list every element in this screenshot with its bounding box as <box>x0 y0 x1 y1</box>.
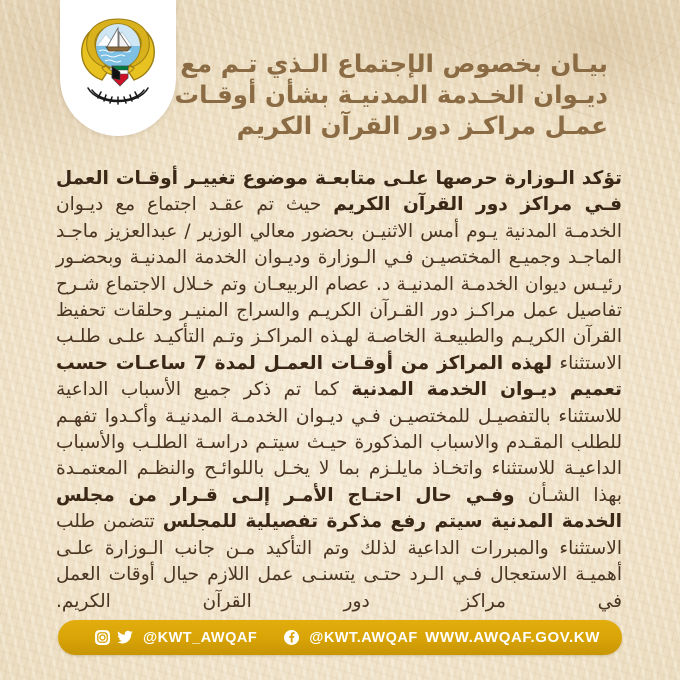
statement-body <box>56 166 622 615</box>
facebook-handle[interactable]: @KWT.AWQAF <box>309 629 418 646</box>
statement-segment-4: وفـي حال احتـاج الأمـر إلـى قـرار من مجلس الخدمة المدنية سيتم رفع مذكرة تفصيلية للمجلس <box>56 484 622 533</box>
instagram-icon[interactable] <box>94 629 111 646</box>
statement-segment-0: تؤكد الـوزارة حرصها علـى متابعـة موضوع تغييـر أوقـات العمل فـي مراكز دور القرآن الكريم <box>56 168 622 216</box>
website-url[interactable]: WWW.AWQAF.GOV.KW <box>425 629 600 646</box>
instagram-twitter-handle[interactable]: @KWT_AWQAF <box>143 629 258 646</box>
social-group-facebook[interactable] <box>283 629 418 646</box>
kuwait-state-emblem-icon <box>76 6 160 110</box>
title-line-3: عمـل مراكـز دور القرآن الكريم <box>236 111 608 140</box>
footer-contact-bar <box>58 620 622 655</box>
statement-segment-5: تتضمن طلب الاستثناء والمبررات الداعية لذلك وتم التأكيد مـن جانب الـوزارة علـى أهميـة الاستعجال فـي الـرد حتـى يتسنـى عمل اللازم حيال أوقات العمل في مراكز دور القرآن الكريم. <box>56 511 622 612</box>
facebook-icon[interactable] <box>283 629 300 646</box>
title-line-1: بيـان بخصوص الإجتماع الـذي تـم مع <box>180 49 608 78</box>
statement-segment-2: لهذه المراكز من أوقـات العمـل لمدة 7 ساعـات حسب تعميم ديـوان الخدمة المدنية <box>56 352 623 401</box>
statement-paragraph <box>56 166 622 615</box>
statement-segment-3: كما تم ذكر جميع الأسباب الداعية للاستثناء بالتفصيـل للمختصيـن فـي ديـوان الخدمـة المدنيـة وأكـدوا تفهـم للطلب المقـدم والاسباب المذكورة حيـث سيتـم دراسـة الطلـب والأسباب الداعيـة للاستثناء واتخـاذ مايلـزم بما لا يخـل باللوائـح والنظـم المعتمـدة بهذا الشـأن <box>56 379 622 506</box>
logo-card <box>60 0 176 136</box>
title-line-2: ديـوان الخـدمة المدنيـة بشأن أوقـات <box>174 80 608 109</box>
statement-segment-1: حيث تم عقـد اجتماع مع ديـوان الخدمـة المدنية يـوم أمس الاثنيـن بحضور معالي الوزير / عبدالعزيز ماجـد الماجـد وجميـع المختصيـن فـي الـوزارة وديـوان الخدمة المدنيـة وبحضـور رئيـس ديوان الخدمـة المدنيـة د. عصام الربيعـان وتم خـلال الاجتماع شـرح تفاصيل عمل مراكـز دور القـرآن الكريـم والسراج المنيـر وحلقات تحفيظ القرآن الكريـم والطبيعـة الخاصـة لهـذه المراكـز وتـم التأكيـد علـى طلـب الاستثناء <box>56 194 622 374</box>
header <box>0 0 680 160</box>
page-title <box>176 48 608 141</box>
twitter-icon[interactable] <box>116 629 134 646</box>
social-group-instagram-twitter[interactable] <box>94 629 257 646</box>
